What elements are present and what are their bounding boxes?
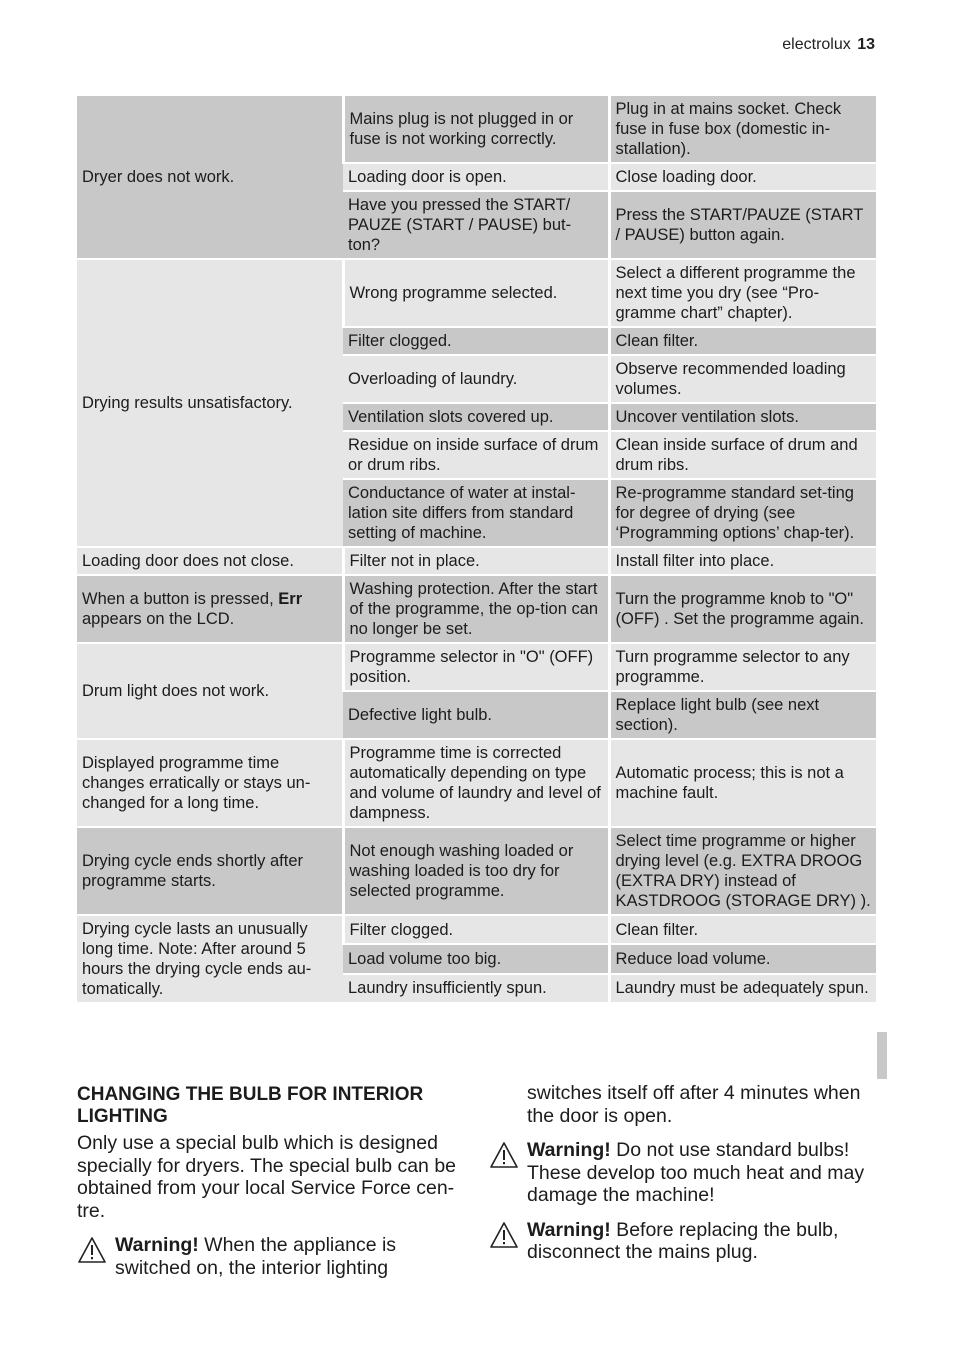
problem-cell: Loading door does not close. bbox=[77, 547, 343, 575]
cause-cell: Filter clogged. bbox=[343, 327, 609, 355]
remedy-cell: Select a different programme the next time you dry (see “Pro-gramme chart” chapter). bbox=[609, 259, 876, 327]
problem-cell: Dryer does not work. bbox=[77, 96, 343, 259]
cause-cell: Filter not in place. bbox=[343, 547, 609, 575]
table-row bbox=[77, 739, 876, 827]
remedy-cell: Reduce load volume. bbox=[609, 944, 876, 973]
cause-cell: Programme selector in "O" (OFF) position. bbox=[343, 643, 609, 691]
table-row bbox=[77, 827, 876, 915]
remedy-cell: Install filter into place. bbox=[609, 547, 876, 575]
remedy-cell: Plug in at mains socket. Check fuse in fuse box (domestic in-stallation). bbox=[609, 96, 876, 163]
remedy-cell: Clean filter. bbox=[609, 327, 876, 355]
cause-cell: Ventilation slots covered up. bbox=[343, 403, 609, 431]
cause-cell: Have you pressed the START/ PAUZE (START / PAUSE) but-ton? bbox=[343, 191, 609, 259]
cause-cell: Laundry insufficiently spun. bbox=[343, 974, 609, 1003]
warning-label: Warning! bbox=[115, 1234, 199, 1256]
cause-cell: Residue on inside surface of drum or drum ribs. bbox=[343, 431, 609, 479]
problem-cell: Drying cycle lasts an unusually long time. Note: After around 5 hours the drying cycle ends au-tomatically. bbox=[77, 915, 343, 1003]
page-header bbox=[782, 36, 875, 54]
section-title-line-1: CHANGING THE BULB FOR INTERIOR bbox=[77, 1084, 424, 1105]
problem-cell: Drying cycle ends shortly after programme starts. bbox=[77, 827, 343, 915]
cause-cell: Wrong programme selected. bbox=[343, 259, 609, 327]
cause-cell: Overloading of laundry. bbox=[343, 355, 609, 403]
remedy-cell: Re-programme standard set-ting for degree of drying (see ‘Programming options’ chap-ter). bbox=[609, 479, 876, 547]
remedy-cell: Laundry must be adequately spun. bbox=[609, 974, 876, 1003]
remedy-cell: Uncover ventilation slots. bbox=[609, 403, 876, 431]
warning-triangle-icon bbox=[489, 1221, 519, 1249]
remedy-cell: Automatic process; this is not a machine fault. bbox=[609, 739, 876, 827]
table-row bbox=[77, 259, 876, 327]
cause-cell: Washing protection. After the start of the programme, the op-tion can no longer be set. bbox=[343, 575, 609, 643]
cause-cell: Filter clogged. bbox=[343, 915, 609, 944]
cause-cell: Defective light bulb. bbox=[343, 691, 609, 739]
warning-standard-bulbs bbox=[489, 1139, 879, 1207]
warning-text: Before replacing the bulb, disconnect the mains plug. bbox=[527, 1218, 839, 1263]
warning-triangle-icon bbox=[489, 1141, 519, 1169]
cause-cell: Load volume too big. bbox=[343, 944, 609, 973]
problem-cell: Drying results unsatisfactory. bbox=[77, 259, 343, 547]
remedy-cell: Turn the programme knob to "O" (OFF) . Set the programme again. bbox=[609, 575, 876, 643]
remedy-cell: Clean filter. bbox=[609, 915, 876, 944]
warning-label: Warning! bbox=[527, 1139, 611, 1161]
problem-cell: Displayed programme time changes erratically or stays un-changed for a long time. bbox=[77, 739, 343, 827]
remedy-cell: Turn programme selector to any programme. bbox=[609, 643, 876, 691]
intro-paragraph: Only use a special bulb which is designed specially for dryers. The special bulb can be obtained from your local Service Force cen-tre. bbox=[77, 1132, 457, 1222]
remedy-cell: Close loading door. bbox=[609, 163, 876, 191]
side-marker-bar bbox=[877, 1032, 887, 1079]
error-code: Err bbox=[278, 590, 303, 608]
remedy-cell: Select time programme or higher drying level (e.g. EXTRA DROOG (EXTRA DRY) instead of KASTDROOG (STORAGE DRY) ). bbox=[609, 827, 876, 915]
remedy-cell: Replace light bulb (see next section). bbox=[609, 691, 876, 739]
warning-label: Warning! bbox=[527, 1218, 611, 1241]
problem-text: When a button is pressed, bbox=[82, 590, 279, 608]
left-column bbox=[77, 1082, 469, 1279]
warning-switched-on bbox=[77, 1234, 469, 1279]
troubleshooting-table bbox=[77, 96, 876, 1004]
remedy-cell: Press the START/PAUZE (START / PAUSE) button again. bbox=[609, 191, 876, 259]
cause-cell: Not enough washing loaded or washing loaded is too dry for selected programme. bbox=[343, 827, 609, 915]
section-title bbox=[77, 1084, 469, 1128]
cause-cell: Programme time is corrected automatically depending on type and volume of laundry and level of dampness. bbox=[343, 739, 609, 827]
table-row bbox=[77, 575, 876, 643]
warning-continuation: switches itself off after 4 minutes when the door is open. bbox=[527, 1082, 861, 1127]
cause-cell: Mains plug is not plugged in or fuse is not working correctly. bbox=[343, 96, 609, 163]
table-row bbox=[77, 547, 876, 575]
table-row bbox=[77, 643, 876, 691]
brand-name: electrolux bbox=[782, 36, 851, 53]
table-row bbox=[77, 96, 876, 163]
remedy-cell: Clean inside surface of drum and drum ribs. bbox=[609, 431, 876, 479]
warning-text: Do not use standard bulbs! These develop too much heat and may damage the machine! bbox=[527, 1139, 865, 1206]
warning-disconnect-plug bbox=[489, 1219, 879, 1264]
problem-cell bbox=[77, 575, 343, 643]
problem-cell: Drum light does not work. bbox=[77, 643, 343, 739]
remedy-cell: Observe recommended loading volumes. bbox=[609, 355, 876, 403]
cause-cell: Conductance of water at instal-lation site differs from standard setting of machine. bbox=[343, 479, 609, 547]
cause-cell: Loading door is open. bbox=[343, 163, 609, 191]
warning-triangle-icon bbox=[77, 1236, 107, 1264]
right-column bbox=[489, 1082, 879, 1264]
warning-text: When the appliance is switched on, the interior lighting bbox=[115, 1234, 397, 1279]
page-number: 13 bbox=[857, 36, 875, 53]
section-title-line-2: LIGHTING bbox=[77, 1106, 168, 1127]
table-row bbox=[77, 915, 876, 944]
problem-text: appears on the LCD. bbox=[82, 610, 235, 628]
